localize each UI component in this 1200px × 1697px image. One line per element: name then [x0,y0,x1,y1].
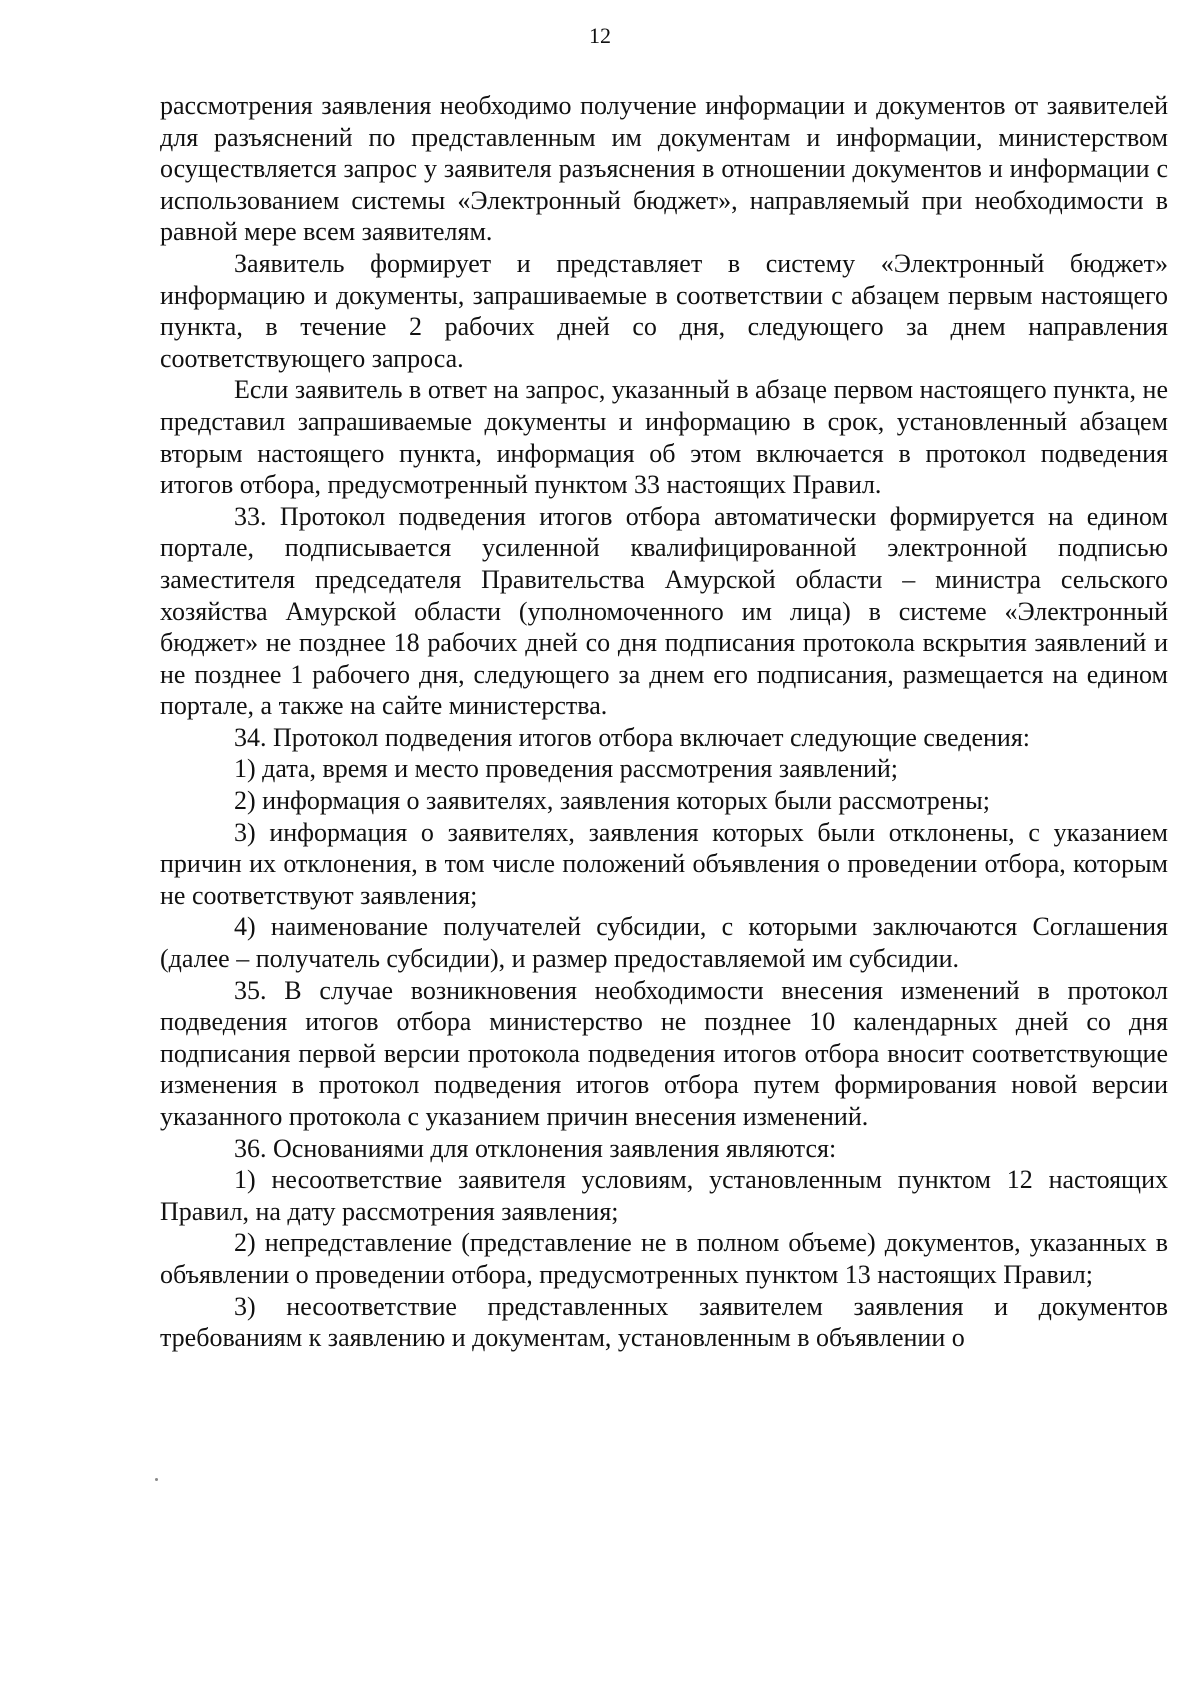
list-item-36-2: 2) непредставление (представление не в полном объеме) документов, указанных в объявлении о проведении отбора, предусмотренных пунктом 13 настоящих Правил; [160,1228,1168,1289]
paragraph-clause-34: 34. Протокол подведения итогов отбора включает следующие сведения: [234,722,1030,752]
list-item-36-3: 3) несоответствие представленных заявителем заявления и документов требованиям к заявлению и документам, установленным в объявлении о [160,1291,1168,1353]
paragraph-clause-36: 36. Основаниями для отклонения заявления являются: [234,1133,837,1163]
paragraph-clause-35: 35. В случае возникновения необходимости внесения изменений в протокол подведения итогов отбора министерство не позднее 10 календарных дней со дня подписания первой версии протокола подведения итогов отбора вносит соответствующие изменения в протокол подведения итогов отбора путем формирования новой версии указанного протокола с указанием причин внесения изменений. [160,975,1168,1131]
list-item-36-1: 1) несоответствие заявителя условиям, установленным пунктом 12 настоящих Правил, на дату рассмотрения заявления; [160,1165,1168,1226]
list-item-34-1: 1) дата, время и место проведения рассмотрения заявлений; [234,754,899,784]
list-item-34-4: 4) наименование получателей субсидии, с которыми заключаются Соглашения (далее – получатель субсидии), и размер предоставляемой им субсидии. [160,912,1168,974]
page-number: 12 [589,23,611,48]
scan-speck [155,1478,158,1481]
paragraph-continuation: рассмотрения заявления необходимо получение информации и документов от заявителей для разъяснений по представленным им документам и информации, министерством осуществляется запрос у заявителя разъяснения в отношении документов и информации с использованием системы «Электронный бюджет», направляемый при необходимости в равной мере всем заявителям. [160,91,1168,247]
document-body [160,90,1168,1354]
paragraph-applicant-fails: Если заявитель в ответ на запрос, указанный в абзаце первом настоящего пункта, не представил запрашиваемые документы и информацию в срок, установленный абзацем вторым настоящего пункта, информация об этом включается в протокол подведения итогов отбора, предусмотренный пунктом 33 настоящих Правил. [160,375,1168,500]
list-item-34-3: 3) информация о заявителях, заявления которых были отклонены, с указанием причин их отклонения, в том числе положений объявления о проведении отбора, которым не соответствуют заявления; [160,817,1168,910]
list-item-34-2: 2) информация о заявителях, заявления которых были рассмотрены; [234,786,990,816]
paragraph-applicant-submits: Заявитель формирует и представляет в систему «Электронный бюджет» информацию и документы, запрашиваемые в соответствии с абзацем первым настоящего пункта, в течение 2 рабочих дней со дня, следующего за днем направления соответствующего запроса. [160,248,1168,373]
paragraph-clause-33: 33. Протокол подведения итогов отбора автоматически формируется на едином портале, подписывается усиленной квалифицированной электронной подписью заместителя председателя Правительства Амурской области – министра сельского хозяйства Амурской области (уполномоченного им лица) в системе «Электронный бюджет» не позднее 18 рабочих дней со дня подписания протокола вскрытия заявлений и не позднее 1 рабочего дня, следующего за днем его подписания, размещается на едином портале, а также на сайте министерства. [160,501,1168,721]
